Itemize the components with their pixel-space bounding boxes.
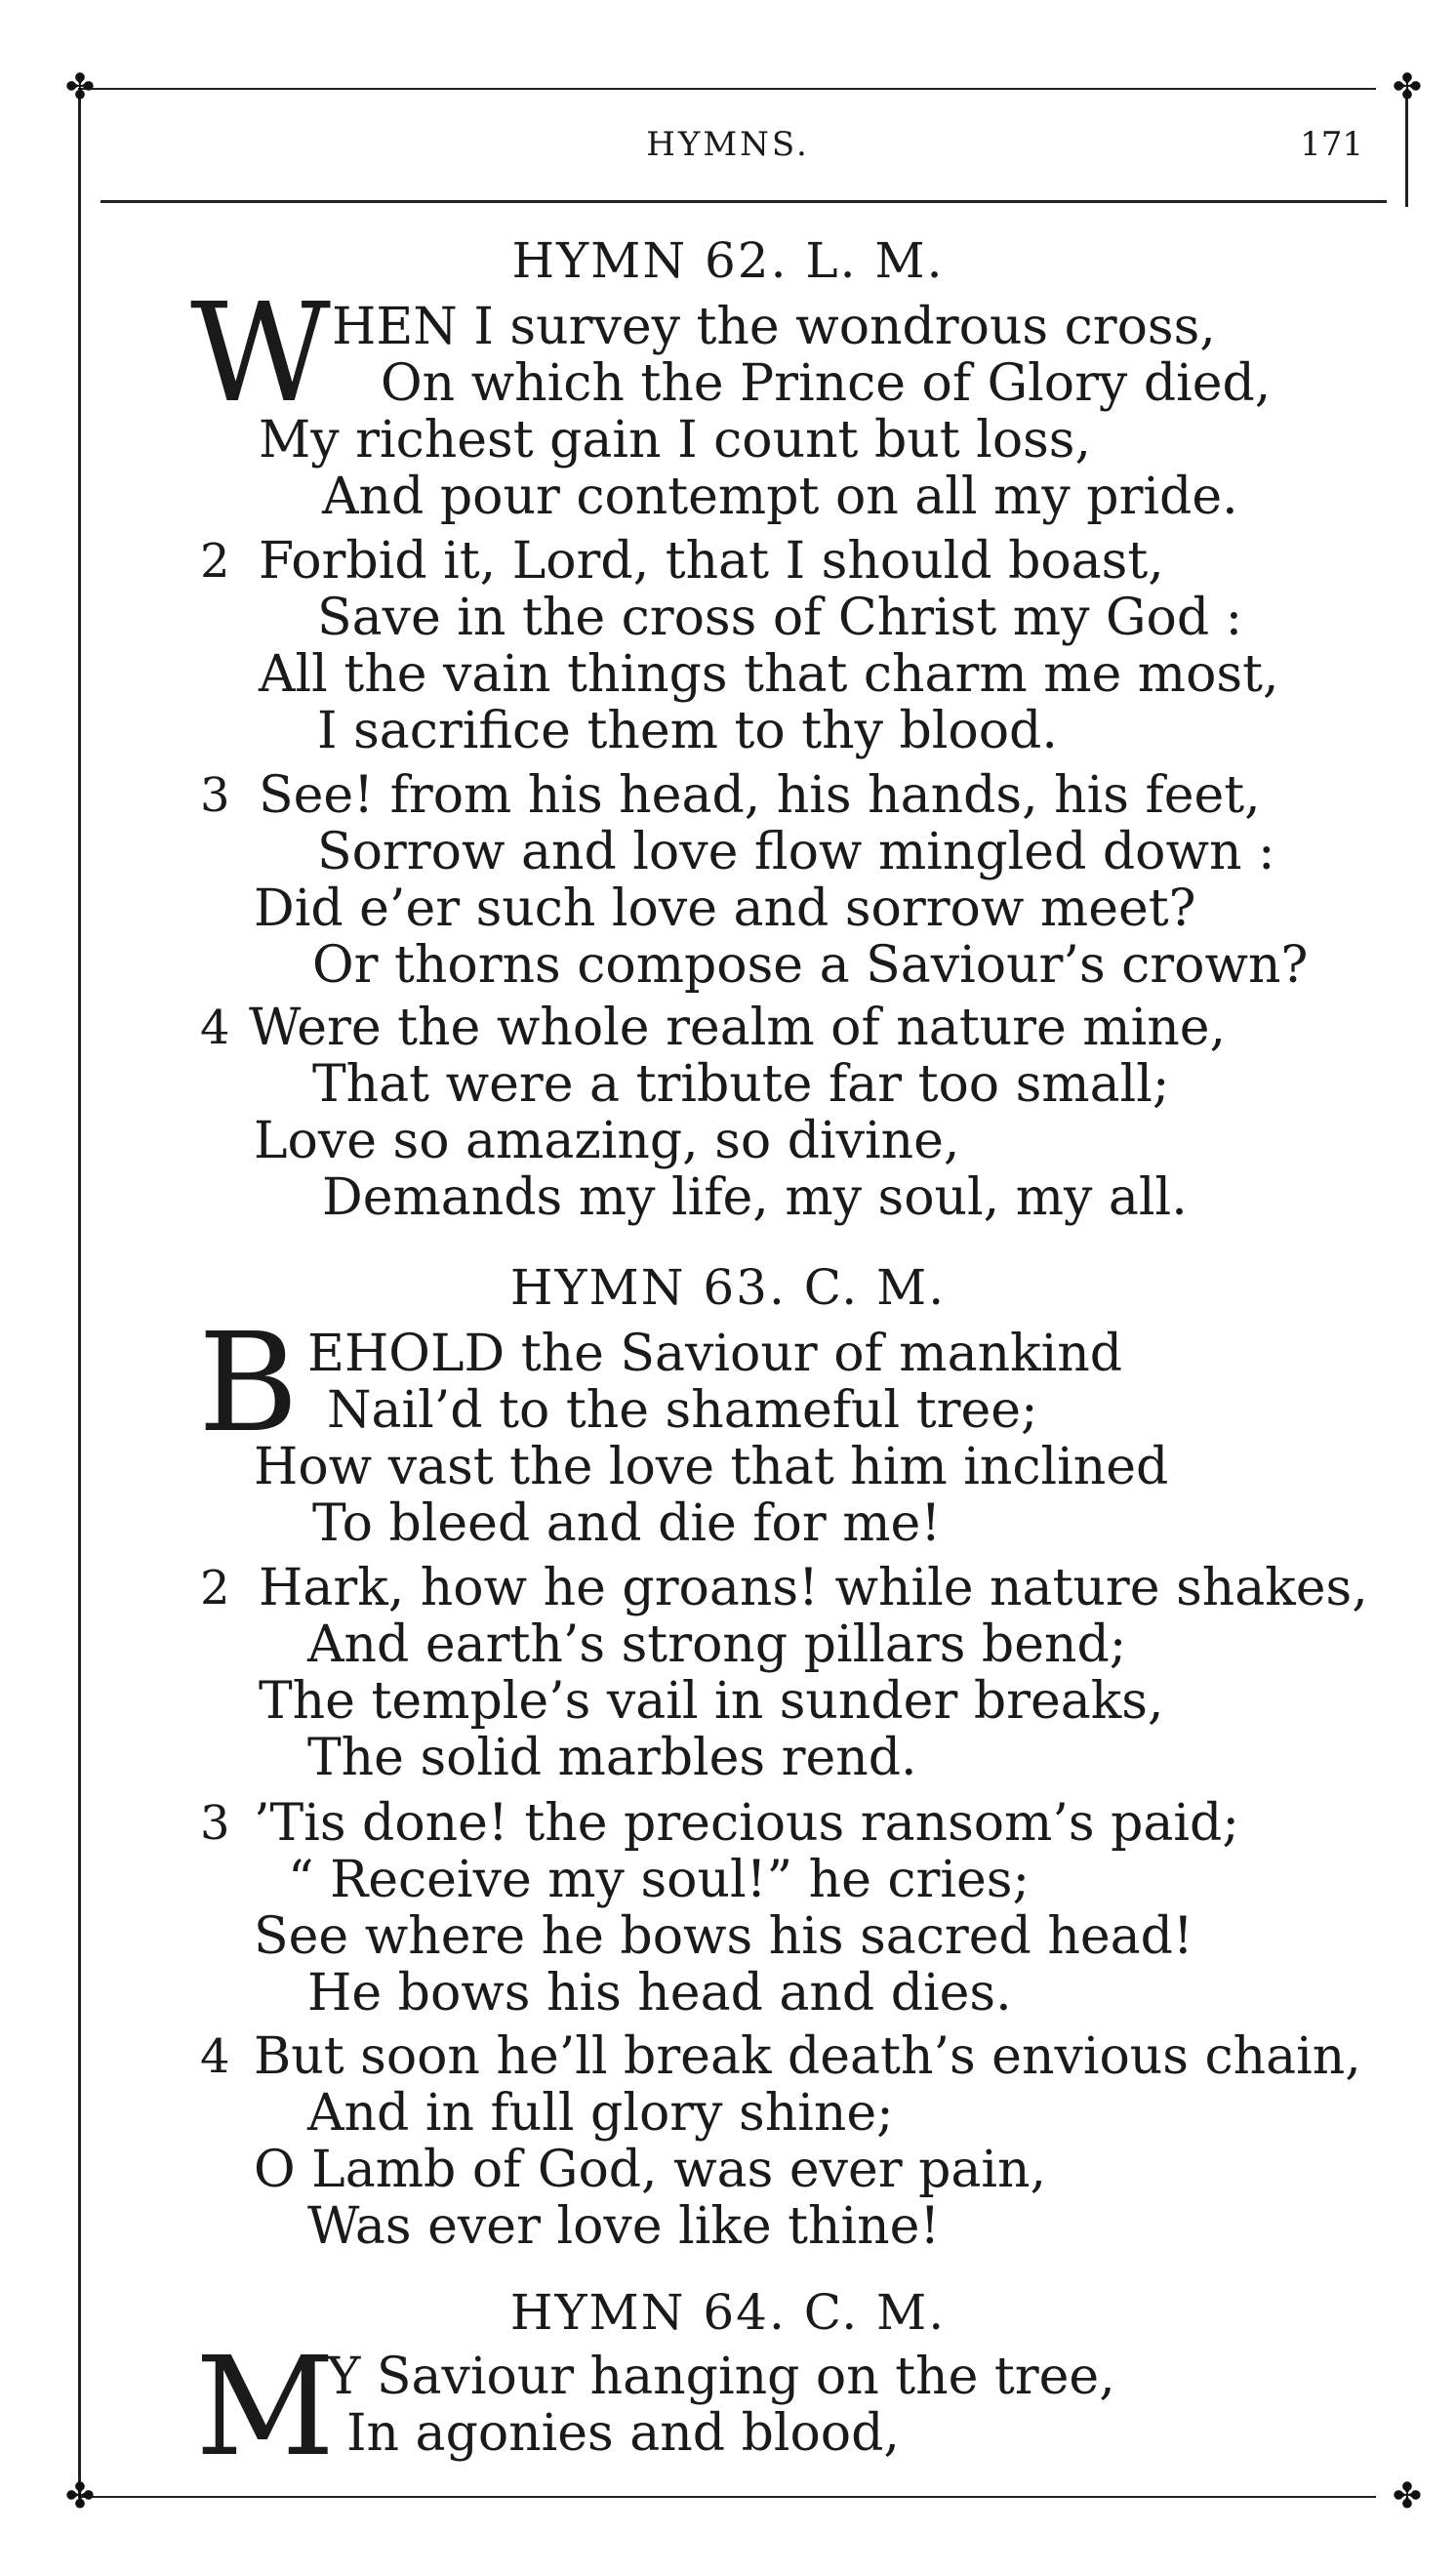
hymn-line: Hark, how he groans! while nature shakes,	[259, 1559, 1368, 1617]
drop-cap: B	[198, 1304, 299, 1463]
hymn-line: All the vain things that charm me most,	[259, 645, 1279, 704]
verse-number: 4	[200, 2029, 230, 2084]
hymn-line: Sorrow and love flow mingled down :	[317, 823, 1275, 881]
hymn-line: “ Receive my soul!” he cries;	[288, 1851, 1030, 1909]
hymn-line: And pour contempt on all my pride.	[322, 468, 1238, 526]
hymn-line: O Lamb of God, was ever pain,	[254, 2141, 1047, 2199]
verse-number: 3	[200, 768, 230, 823]
hymn-line: Were the whole realm of nature mine,	[249, 999, 1227, 1057]
bottom-border-rule	[78, 2496, 1376, 2498]
top-right-ornament-icon: ✤	[1392, 67, 1423, 107]
hymn-line: Or thorns compose a Saviour’s crown?	[312, 936, 1309, 995]
bottom-left-ornament-icon: ✤	[64, 2476, 96, 2516]
hymn-line: Save in the cross of Christ my God :	[317, 589, 1243, 647]
drop-cap: W	[190, 274, 331, 433]
hymn-line: But soon he’ll break death’s envious chain,	[254, 2027, 1361, 2086]
hymn-line: I sacrifice them to thy blood.	[317, 702, 1058, 760]
verse-number: 2	[200, 1561, 230, 1615]
hymn-heading: HYMN 63. C. M.	[509, 1259, 947, 1316]
hymn-line: Love so amazing, so divine,	[254, 1112, 960, 1170]
page-number: 171	[1300, 125, 1363, 164]
running-title: HYMNS.	[646, 125, 810, 164]
hymn-line: See where he bows his sacred head!	[254, 1907, 1193, 1966]
hymn-line: The temple’s vail in sunder breaks,	[259, 1672, 1164, 1731]
hymn-line: In agonies and blood,	[346, 2404, 900, 2463]
hymn-line: My richest gain I count but loss,	[259, 411, 1092, 470]
hymn-line: And earth’s strong pillars bend;	[307, 1615, 1127, 1674]
header-rule	[101, 200, 1387, 203]
hymn-line: He bows his head and dies.	[307, 1964, 1012, 2023]
hymn-line: See! from his head, his hands, his feet,	[259, 766, 1261, 825]
hymn-heading: HYMN 64. C. M.	[509, 2284, 947, 2341]
bottom-right-ornament-icon: ✤	[1392, 2476, 1423, 2516]
hymn-heading: HYMN 62. L. M.	[511, 232, 945, 289]
hymn-line: To bleed and die for me!	[312, 1494, 942, 1553]
verse-number: 3	[200, 1796, 230, 1851]
hymn-line: On which the Prince of Glory died,	[381, 354, 1272, 413]
hymn-line: Was ever love like thine!	[307, 2197, 941, 2256]
verse-number: 4	[200, 1001, 230, 1055]
hymn-line: And in full glory shine;	[307, 2084, 894, 2143]
hymn-line: Did e’er such love and sorrow meet?	[254, 879, 1196, 938]
hymn-line: HEN I survey the wondrous cross,	[332, 298, 1216, 356]
hymn-line: Forbid it, Lord, that I should boast,	[259, 532, 1164, 591]
hymn-line: How vast the love that him inclined	[254, 1438, 1169, 1496]
hymn-line: That were a tribute far too small;	[312, 1055, 1170, 1114]
verse-number: 2	[200, 534, 230, 589]
hymn-line: Nail’d to the shameful tree;	[327, 1381, 1038, 1440]
hymn-line: Demands my life, my soul, my all.	[322, 1168, 1188, 1227]
top-left-ornament-icon: ✤	[64, 67, 96, 107]
hymn-line: EHOLD the Saviour of mankind	[307, 1325, 1122, 1383]
top-border-rule	[78, 88, 1376, 90]
hymn-line: The solid marbles rend.	[307, 1729, 917, 1787]
hymn-line: Y Saviour hanging on the tree,	[327, 2348, 1115, 2406]
hymn-line: ’Tis done! the precious ransom’s paid;	[254, 1794, 1239, 1853]
drop-cap: M	[195, 2328, 336, 2487]
